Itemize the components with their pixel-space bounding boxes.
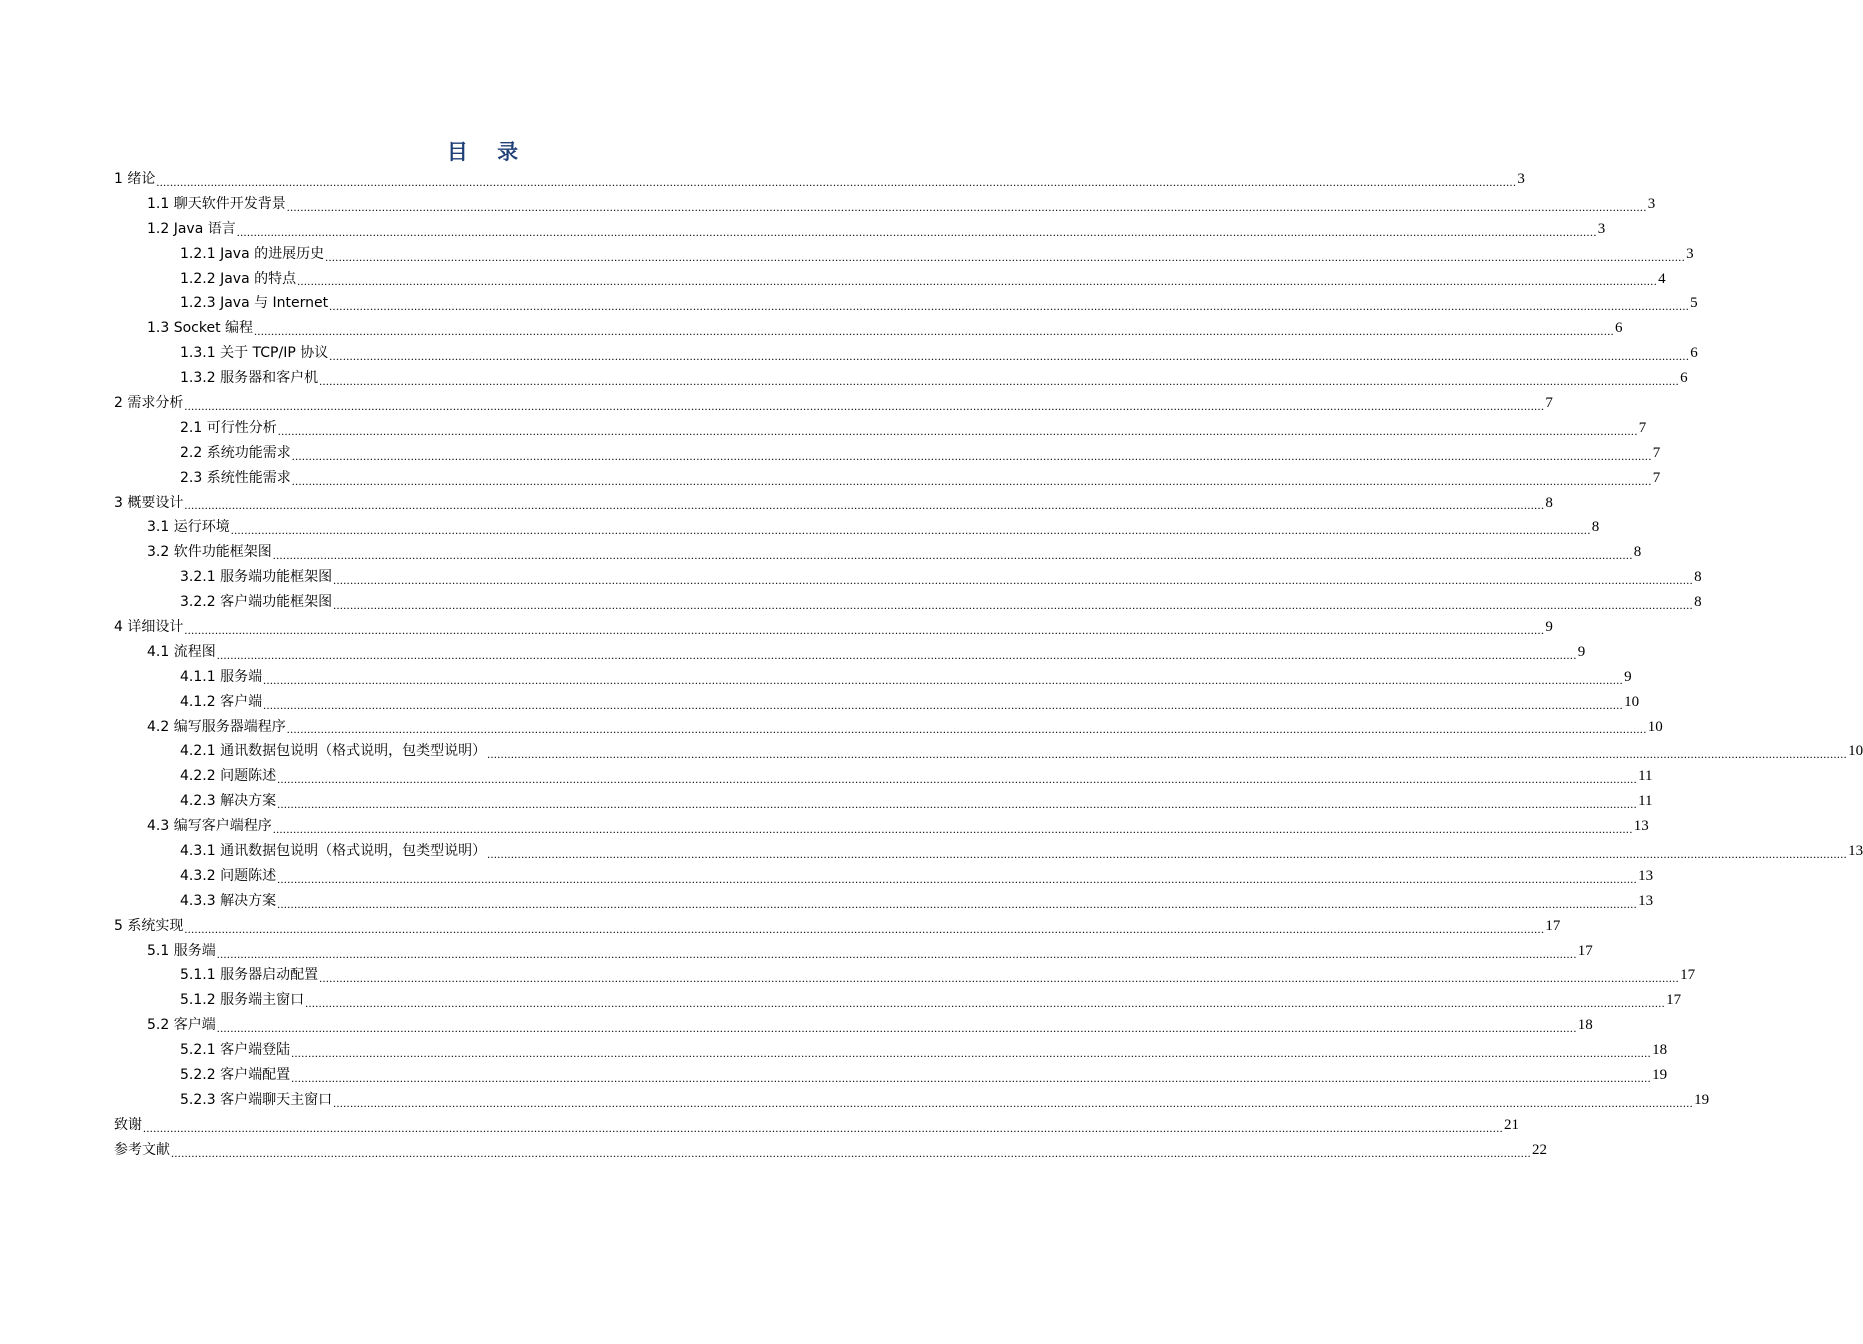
toc-entry-text: 4.1.1 服务端	[180, 668, 263, 685]
toc-leader-dots: ................................................................................................................................................................................................................................................................................................................................................................................................................	[230, 523, 1591, 538]
toc-entry-text: 2.1 可行性分析	[180, 419, 277, 436]
toc-entry-page: 17	[1666, 992, 1682, 1009]
toc-entry-page: 8	[1591, 519, 1600, 536]
toc-entry-text: 3.2.1 服务端功能框架图	[180, 569, 333, 586]
toc-leader-dots: ................................................................................................................................................................................................................................................................................................................................................................................................................	[143, 1120, 1503, 1135]
toc-entry-page: 19	[1694, 1091, 1710, 1108]
toc-leader-dots: ................................................................................................................................................................................................................................................................................................................................................................................................................	[319, 374, 1680, 389]
toc-leader-dots: ................................................................................................................................................................................................................................................................................................................................................................................................................	[291, 1046, 1652, 1061]
toc-entry-text: 5.2.1 客户端登陆	[180, 1042, 291, 1059]
toc-entry-text: 4.2 编写服务器端程序	[147, 718, 286, 735]
toc-entry-page: 3	[1517, 170, 1525, 187]
toc-entry[interactable]	[114, 964, 1696, 989]
toc-entry[interactable]	[114, 615, 1553, 640]
toc-entry-text: 5.2 客户端	[147, 1017, 216, 1034]
toc-entry-text: 1.2 Java 语言	[147, 220, 236, 237]
toc-entry-page: 13	[1848, 843, 1863, 860]
toc-leader-dots: ................................................................................................................................................................................................................................................................................................................................................................................................................	[216, 946, 1577, 961]
toc-leader-dots: ................................................................................................................................................................................................................................................................................................................................................................................................................	[277, 772, 1638, 787]
toc-entry-page: 9	[1545, 619, 1553, 636]
toc-leader-dots: ................................................................................................................................................................................................................................................................................................................................................................................................................	[171, 1145, 1531, 1160]
toc-leader-dots: ................................................................................................................................................................................................................................................................................................................................................................................................................	[277, 896, 1638, 911]
toc-entry[interactable]	[114, 441, 1661, 466]
toc-entry-text: 1.3 Socket 编程	[147, 320, 254, 337]
toc-entry[interactable]	[114, 789, 1653, 814]
toc-leader-dots: ................................................................................................................................................................................................................................................................................................................................................................................................................	[291, 473, 1652, 488]
toc-leader-dots: ................................................................................................................................................................................................................................................................................................................................................................................................................	[216, 647, 1577, 662]
toc-entry-page: 7	[1652, 469, 1661, 486]
toc-entry-text: 5.1.1 服务器启动配置	[180, 967, 319, 984]
toc-entry[interactable]	[114, 864, 1654, 889]
toc-entry-text: 4.2.3 解决方案	[180, 793, 277, 810]
toc-entry-page: 17	[1680, 967, 1696, 984]
toc-leader-dots: ................................................................................................................................................................................................................................................................................................................................................................................................................	[291, 1070, 1652, 1085]
toc-entry-page: 4	[1658, 270, 1666, 287]
toc-entry-page: 7	[1545, 395, 1553, 411]
toc-entry-page: 3	[1647, 195, 1656, 212]
toc-entry[interactable]	[114, 914, 1561, 939]
toc-leader-dots: ................................................................................................................................................................................................................................................................................................................................................................................................................	[329, 349, 1690, 364]
toc-leader-dots: ................................................................................................................................................................................................................................................................................................................................................................................................................	[272, 822, 1633, 837]
toc-entry[interactable]	[114, 242, 1694, 267]
toc-entry-text: 1.2.1 Java 的进展历史	[180, 245, 325, 262]
toc-entry[interactable]	[114, 640, 1586, 665]
toc-leader-dots: ................................................................................................................................................................................................................................................................................................................................................................................................................	[487, 846, 1848, 861]
toc-entry-page: 6	[1690, 345, 1698, 362]
toc-entry-page: 6	[1680, 370, 1688, 387]
toc-entry[interactable]	[114, 1138, 1547, 1163]
toc-entry[interactable]	[114, 167, 1525, 192]
toc-entry[interactable]	[114, 1063, 1668, 1088]
toc-entry-text: 1 绪论	[114, 170, 156, 187]
toc-leader-dots: ................................................................................................................................................................................................................................................................................................................................................................................................................	[263, 672, 1624, 687]
toc-entry-text: 1.3.1 关于 TCP/IP 协议	[180, 345, 329, 362]
toc-entry-page: 3	[1686, 245, 1694, 262]
toc-leader-dots: ................................................................................................................................................................................................................................................................................................................................................................................................................	[272, 548, 1633, 563]
toc-leader-dots: ................................................................................................................................................................................................................................................................................................................................................................................................................	[325, 249, 1686, 264]
toc-leader-dots: ................................................................................................................................................................................................................................................................................................................................................................................................................	[286, 199, 1647, 214]
toc-entry[interactable]	[114, 316, 1623, 341]
toc-entry-text: 2.3 系统性能需求	[180, 469, 291, 486]
toc-entry[interactable]	[114, 665, 1632, 690]
toc-entry-text: 3.1 运行环境	[147, 519, 230, 536]
toc-entry[interactable]	[114, 939, 1593, 964]
toc-entry-text: 5.1.2 服务端主窗口	[180, 992, 305, 1009]
toc-entry[interactable]	[114, 690, 1640, 715]
toc-leader-dots: ................................................................................................................................................................................................................................................................................................................................................................................................................	[333, 573, 1694, 588]
toc-list	[114, 167, 1863, 1163]
toc-entry-page: 22	[1532, 1141, 1547, 1158]
toc-leader-dots: ................................................................................................................................................................................................................................................................................................................................................................................................................	[319, 971, 1680, 986]
toc-leader-dots: ................................................................................................................................................................................................................................................................................................................................................................................................................	[184, 622, 1545, 637]
toc-entry-text: 4.3.2 问题陈述	[180, 867, 277, 884]
toc-leader-dots: ................................................................................................................................................................................................................................................................................................................................................................................................................	[254, 324, 1615, 339]
toc-leader-dots: ................................................................................................................................................................................................................................................................................................................................................................................................................	[263, 697, 1624, 712]
toc-entry[interactable]	[114, 466, 1661, 491]
toc-leader-dots: ................................................................................................................................................................................................................................................................................................................................................................................................................	[184, 921, 1545, 936]
toc-entry-page: 11	[1638, 768, 1653, 785]
toc-entry[interactable]	[114, 1088, 1710, 1113]
toc-leader-dots: ................................................................................................................................................................................................................................................................................................................................................................................................................	[333, 1095, 1694, 1110]
toc-leader-dots: ................................................................................................................................................................................................................................................................................................................................................................................................................	[277, 871, 1638, 886]
toc-entry-page: 17	[1545, 917, 1561, 934]
toc-title: 目 录	[446, 140, 530, 164]
toc-entry[interactable]	[114, 515, 1600, 540]
toc-leader-dots: ................................................................................................................................................................................................................................................................................................................................................................................................................	[184, 398, 1545, 413]
toc-entry-text: 3.2.2 客户端功能框架图	[180, 594, 333, 611]
toc-entry-text: 4.3 编写客户端程序	[147, 818, 272, 835]
toc-entry-page: 11	[1638, 793, 1653, 810]
toc-entry[interactable]	[114, 391, 1553, 416]
toc-entry-page: 7	[1638, 419, 1647, 436]
toc-entry-page: 19	[1652, 1067, 1668, 1084]
toc-entry[interactable]	[114, 217, 1606, 242]
toc-entry[interactable]	[114, 764, 1653, 789]
toc-leader-dots: ................................................................................................................................................................................................................................................................................................................................................................................................................	[291, 448, 1652, 463]
toc-leader-dots: ................................................................................................................................................................................................................................................................................................................................................................................................................	[297, 274, 1658, 289]
toc-entry-text: 5.2.3 客户端聊天主窗口	[180, 1091, 333, 1108]
toc-leader-dots: ................................................................................................................................................................................................................................................................................................................................................................................................................	[277, 423, 1638, 438]
toc-entry-page: 13	[1638, 867, 1654, 884]
toc-entry-text: 1.2.3 Java 与 Internet	[180, 295, 329, 312]
toc-leader-dots: ................................................................................................................................................................................................................................................................................................................................................................................................................	[184, 498, 1545, 513]
toc-entry-page: 9	[1577, 643, 1586, 660]
toc-entry[interactable]	[114, 889, 1654, 914]
toc-entry-page: 10	[1647, 718, 1663, 735]
toc-entry-page: 3	[1597, 220, 1606, 237]
toc-entry-page: 13	[1638, 892, 1654, 909]
toc-entry-text: 4.3.3 解决方案	[180, 892, 277, 909]
toc-entry-text: 4.2.2 问题陈述	[180, 768, 277, 785]
toc-entry-page: 8	[1694, 594, 1702, 611]
toc-entry[interactable]	[114, 715, 1663, 740]
toc-entry-text: 参考文献	[114, 1141, 170, 1158]
toc-entry-text: 2 需求分析	[114, 395, 184, 411]
toc-entry[interactable]	[114, 491, 1553, 516]
toc-entry-page: 8	[1633, 544, 1642, 561]
toc-entry-page: 13	[1633, 818, 1649, 835]
toc-leader-dots: ................................................................................................................................................................................................................................................................................................................................................................................................................	[156, 174, 1517, 189]
toc-entry[interactable]	[114, 1038, 1668, 1063]
toc-entry-text: 5.2.2 客户端配置	[180, 1067, 291, 1084]
toc-entry[interactable]	[114, 540, 1642, 565]
toc-entry-page: 7	[1652, 444, 1661, 461]
toc-entry-text: 4.1.2 客户端	[180, 693, 263, 710]
toc-entry-text: 1.2.2 Java 的特点	[180, 270, 297, 287]
toc-entry-page: 18	[1577, 1017, 1593, 1034]
toc-entry-text: 1.1 聊天软件开发背景	[147, 195, 286, 212]
toc-entry[interactable]	[114, 416, 1647, 441]
toc-entry[interactable]	[114, 267, 1666, 292]
toc-entry-text: 3 概要设计	[114, 494, 184, 511]
toc-entry-text: 3.2 软件功能框架图	[147, 544, 272, 561]
toc-leader-dots: ................................................................................................................................................................................................................................................................................................................................................................................................................	[216, 1021, 1577, 1036]
toc-entry-page: 17	[1577, 942, 1593, 959]
toc-entry-text: 1.3.2 服务器和客户机	[180, 370, 319, 387]
toc-entry-page: 18	[1652, 1042, 1668, 1059]
toc-entry-text: 5.1 服务端	[147, 942, 216, 959]
toc-entry-text: 5 系统实现	[114, 917, 184, 934]
toc-entry-text: 4 详细设计	[114, 619, 184, 636]
toc-entry-page: 9	[1624, 668, 1632, 685]
toc-leader-dots: ................................................................................................................................................................................................................................................................................................................................................................................................................	[329, 299, 1690, 314]
toc-entry[interactable]	[114, 590, 1702, 615]
toc-entry[interactable]	[114, 1013, 1593, 1038]
toc-leader-dots: ................................................................................................................................................................................................................................................................................................................................................................................................................	[333, 598, 1694, 613]
toc-leader-dots: ................................................................................................................................................................................................................................................................................................................................................................................................................	[487, 747, 1848, 762]
toc-entry-page: 10	[1848, 743, 1863, 760]
toc-entry-text: 2.2 系统功能需求	[180, 444, 291, 461]
toc-entry-page: 8	[1545, 494, 1553, 511]
toc-leader-dots: ................................................................................................................................................................................................................................................................................................................................................................................................................	[286, 722, 1647, 737]
toc-entry-page: 5	[1690, 295, 1698, 312]
toc-entry[interactable]	[114, 341, 1698, 366]
toc-entry-page: 21	[1504, 1116, 1519, 1133]
toc-entry[interactable]	[114, 739, 1863, 764]
toc-leader-dots: ................................................................................................................................................................................................................................................................................................................................................................................................................	[305, 996, 1666, 1011]
toc-entry-page: 6	[1615, 320, 1623, 337]
toc-entry[interactable]	[114, 565, 1702, 590]
toc-entry[interactable]	[114, 814, 1649, 839]
toc-entry[interactable]	[114, 988, 1682, 1013]
toc-leader-dots: ................................................................................................................................................................................................................................................................................................................................................................................................................	[236, 224, 1597, 239]
toc-entry[interactable]	[114, 366, 1688, 391]
toc-entry-text: 4.1 流程图	[147, 643, 216, 660]
toc-entry-text: 致谢	[114, 1116, 142, 1133]
toc-entry[interactable]	[114, 291, 1698, 316]
toc-entry[interactable]	[114, 1113, 1519, 1138]
toc-entry[interactable]	[114, 192, 1656, 217]
toc-entry-text: 4.3.1 通讯数据包说明（格式说明，包类型说明）	[180, 843, 487, 860]
toc-leader-dots: ................................................................................................................................................................................................................................................................................................................................................................................................................	[277, 797, 1638, 812]
toc-entry-page: 8	[1694, 569, 1702, 586]
toc-entry-page: 10	[1624, 693, 1640, 710]
toc-entry-text: 4.2.1 通讯数据包说明（格式说明，包类型说明）	[180, 743, 487, 760]
toc-entry[interactable]	[114, 839, 1863, 864]
